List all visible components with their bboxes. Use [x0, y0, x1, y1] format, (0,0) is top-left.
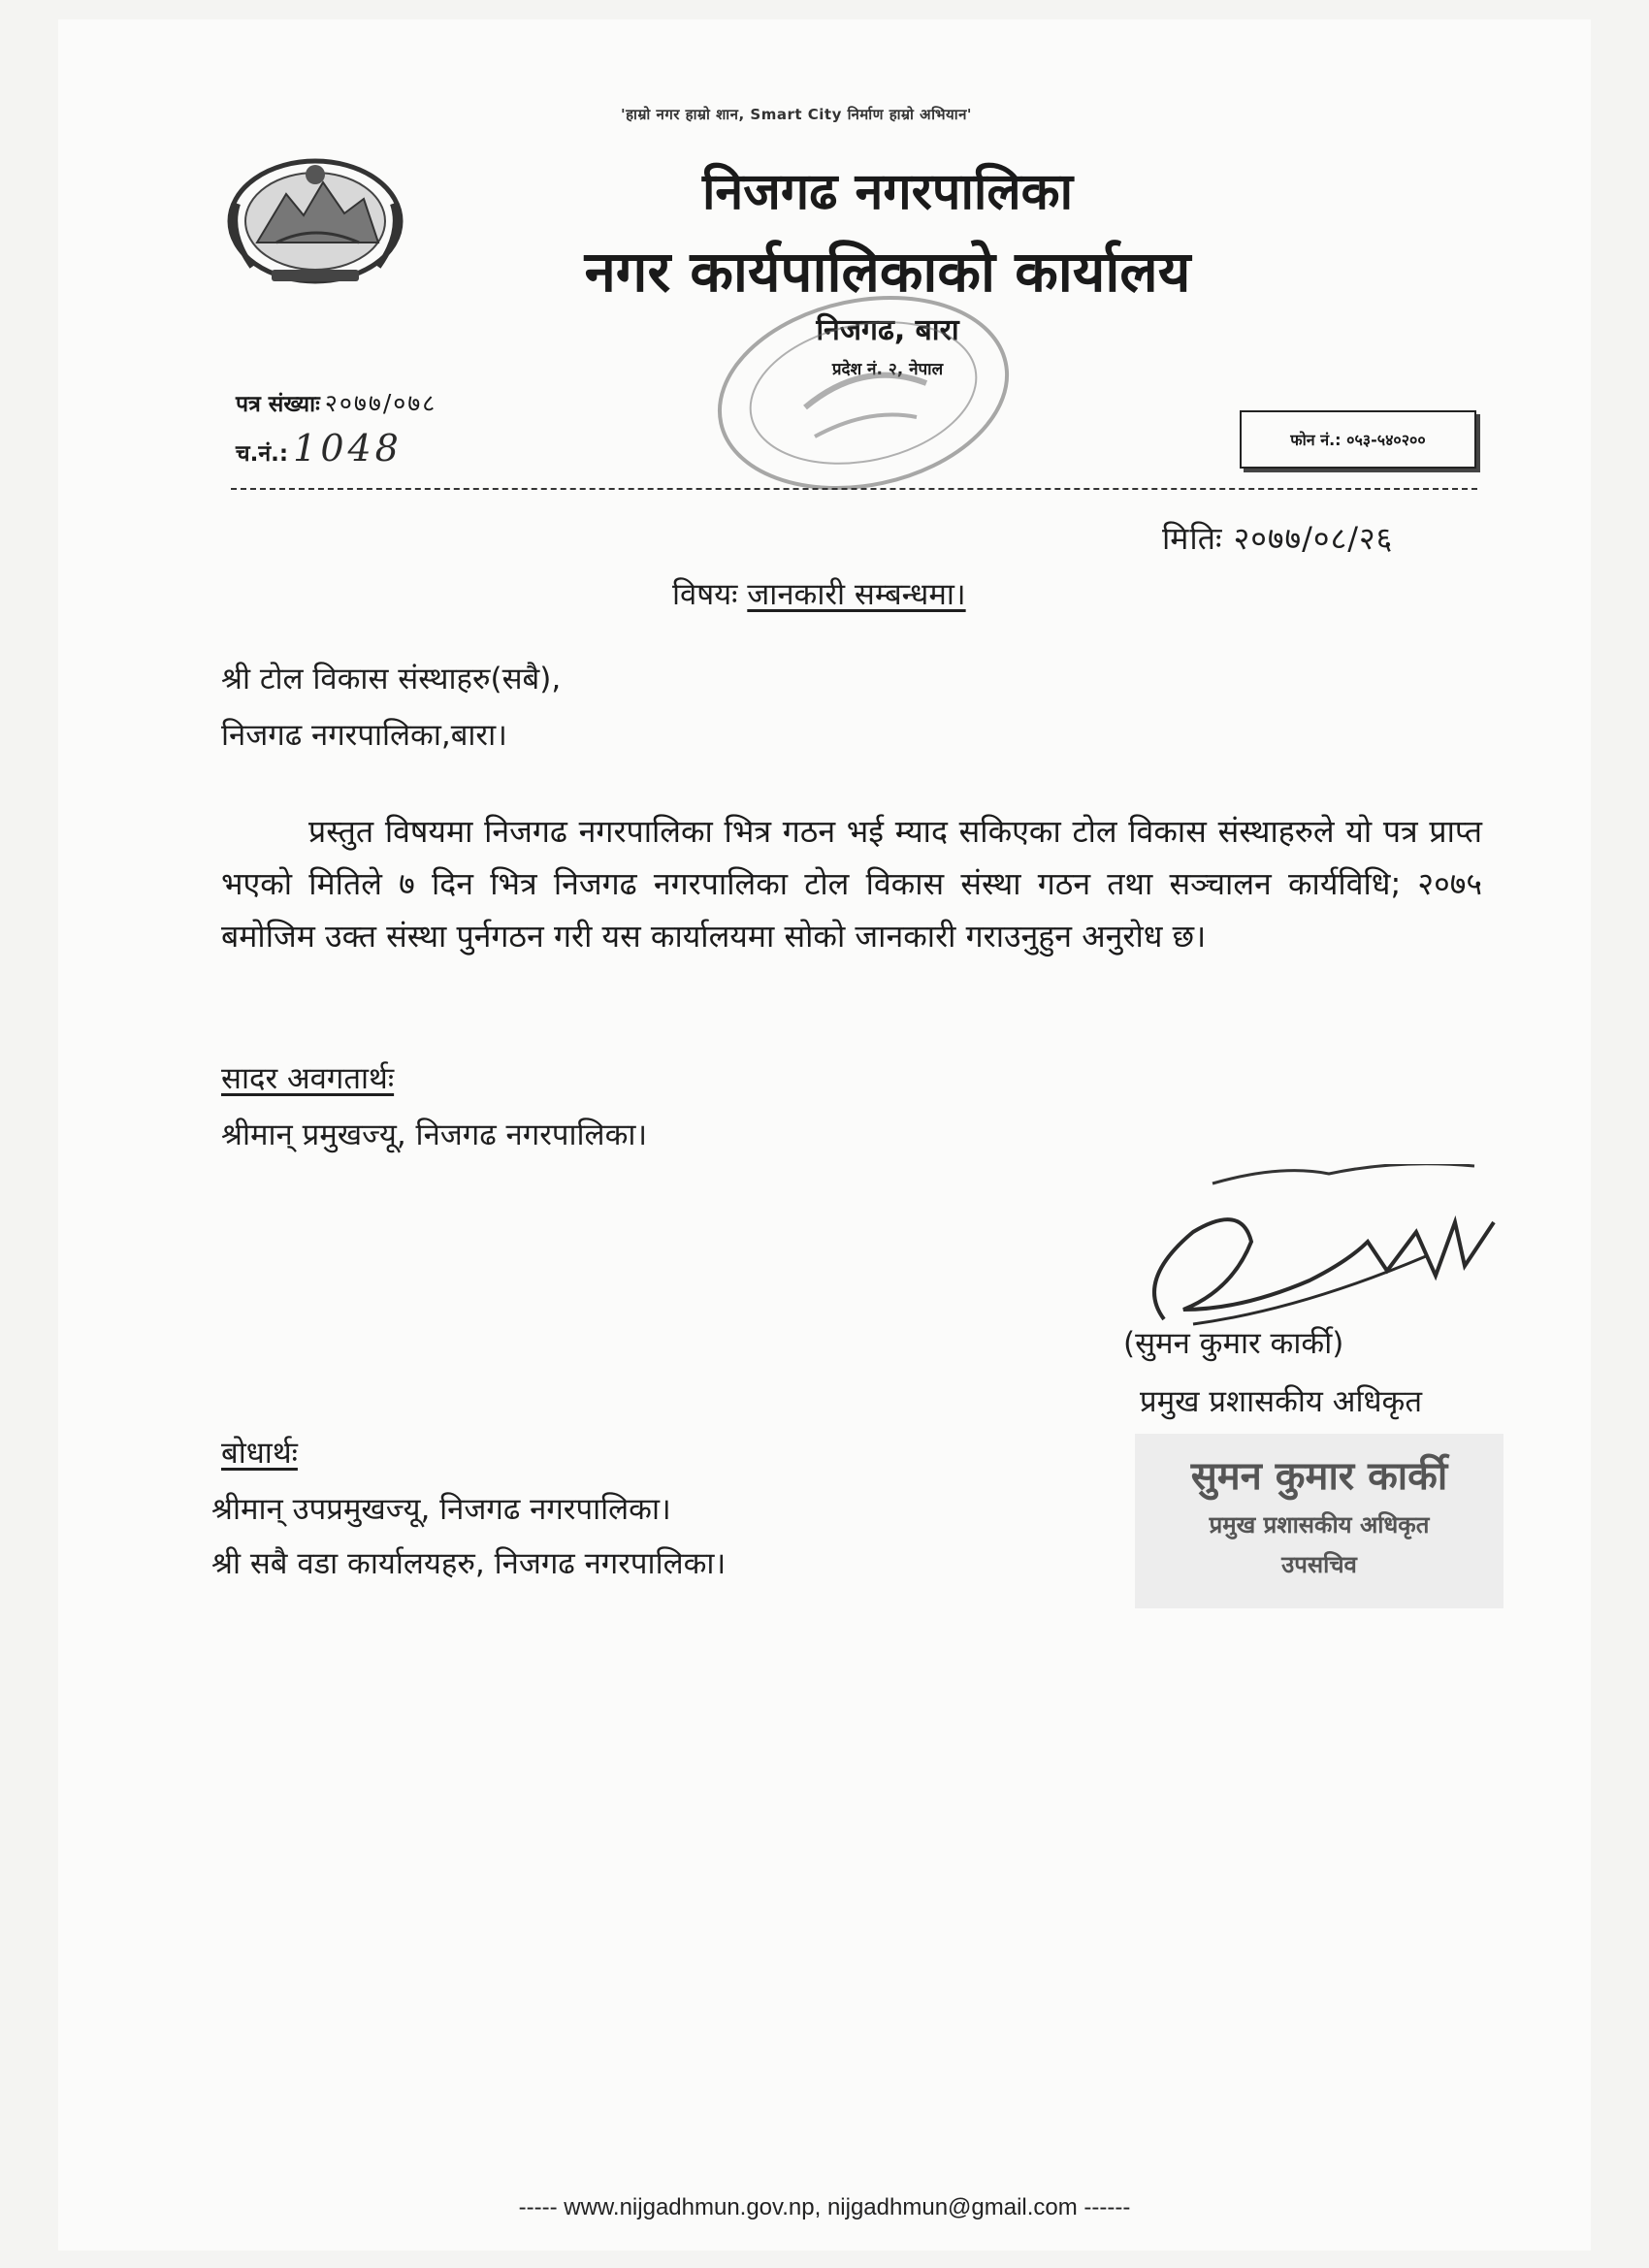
signatory-name: (सुमन कुमार कार्की): [1123, 1326, 1344, 1361]
letter-date: मितिः २०७७/०८/२६: [1162, 520, 1394, 557]
cc-heading: सादर अवगतार्थः: [221, 1061, 395, 1096]
subject-line: [672, 575, 966, 614]
seal-rank: उपसचिव: [1281, 1551, 1357, 1578]
letter-number-value: २०७७/०७८: [324, 389, 437, 417]
subject-text: जानकारी सम्बन्धमा।: [747, 577, 966, 612]
info-line-2: श्री सबै वडा कार्यालयहरु, निजगढ नगरपालिका।: [211, 1546, 727, 1581]
letter-number: [236, 386, 436, 419]
office-province: प्रदेश नं. २, नेपाल: [831, 360, 944, 379]
signatory-designation: प्रमुख प्रशासकीय अधिकृत: [1140, 1384, 1423, 1419]
slogan: 'हाम्रो नगर हाम्रो शान, Smart City निर्माण हाम्रो अभियान': [621, 106, 973, 123]
header-divider: [231, 488, 1477, 490]
cc-line-1: श्रीमान् प्रमुखज्यू, निजगढ नगरपालिका।: [221, 1118, 648, 1152]
dispatch-number-value: 1048: [293, 427, 403, 470]
municipality-name: निजगढ नगरपालिका: [701, 163, 1074, 221]
recipient-line-2: निजगढ नगरपालिका,बारा।: [221, 718, 507, 753]
subject-label: विषयः: [672, 577, 738, 612]
info-line-1: श्रीमान् उपप्रमुखज्यू, निजगढ नगरपालिका।: [211, 1492, 671, 1527]
signatory-seal: [1135, 1434, 1504, 1608]
letter-body: प्रस्तुत विषयमा निजगढ नगरपालिका भित्र गठन भई म्याद सकिएका टोल विकास संस्थाहरुले यो पत्र प्राप्त भएको मितिले ७ दिन भित्र निजगढ नगरपालिका टोल विकास संस्था गठन तथा सञ्चालन कार्यविधि; २०७५ बमोजिम उक्त संस्था पुर्नगठन गरी यस कार्यालयमा सोको जानकारी गराउनुहुन अनुरोध छ।: [221, 813, 1482, 955]
dispatch-number: [236, 427, 403, 470]
seal-name: सुमन कुमार कार्की: [1190, 1454, 1448, 1499]
info-heading: बोधार्थः: [221, 1436, 298, 1471]
dispatch-number-label: च.नं.:: [236, 441, 289, 467]
office-location: निजगढ, बारा: [816, 313, 959, 347]
letter-number-label: पत्र संख्याः: [236, 392, 320, 417]
recipient-line-1: श्री टोल विकास संस्थाहरु(सबै),: [221, 662, 562, 697]
office-stamp-icon: [708, 291, 1018, 495]
footer-contact: ----- www.nijgadhmun.gov.np, nijgadhmun@gmail.com ------: [518, 2194, 1131, 2220]
seal-designation: प्रमुख प्रशासकीय अधिकृत: [1209, 1511, 1430, 1539]
phone-number: फोन नं.: ०५३-५४०२००: [1240, 410, 1476, 469]
office-name: नगर कार्यपालिकाको कार्यालय: [584, 239, 1191, 305]
